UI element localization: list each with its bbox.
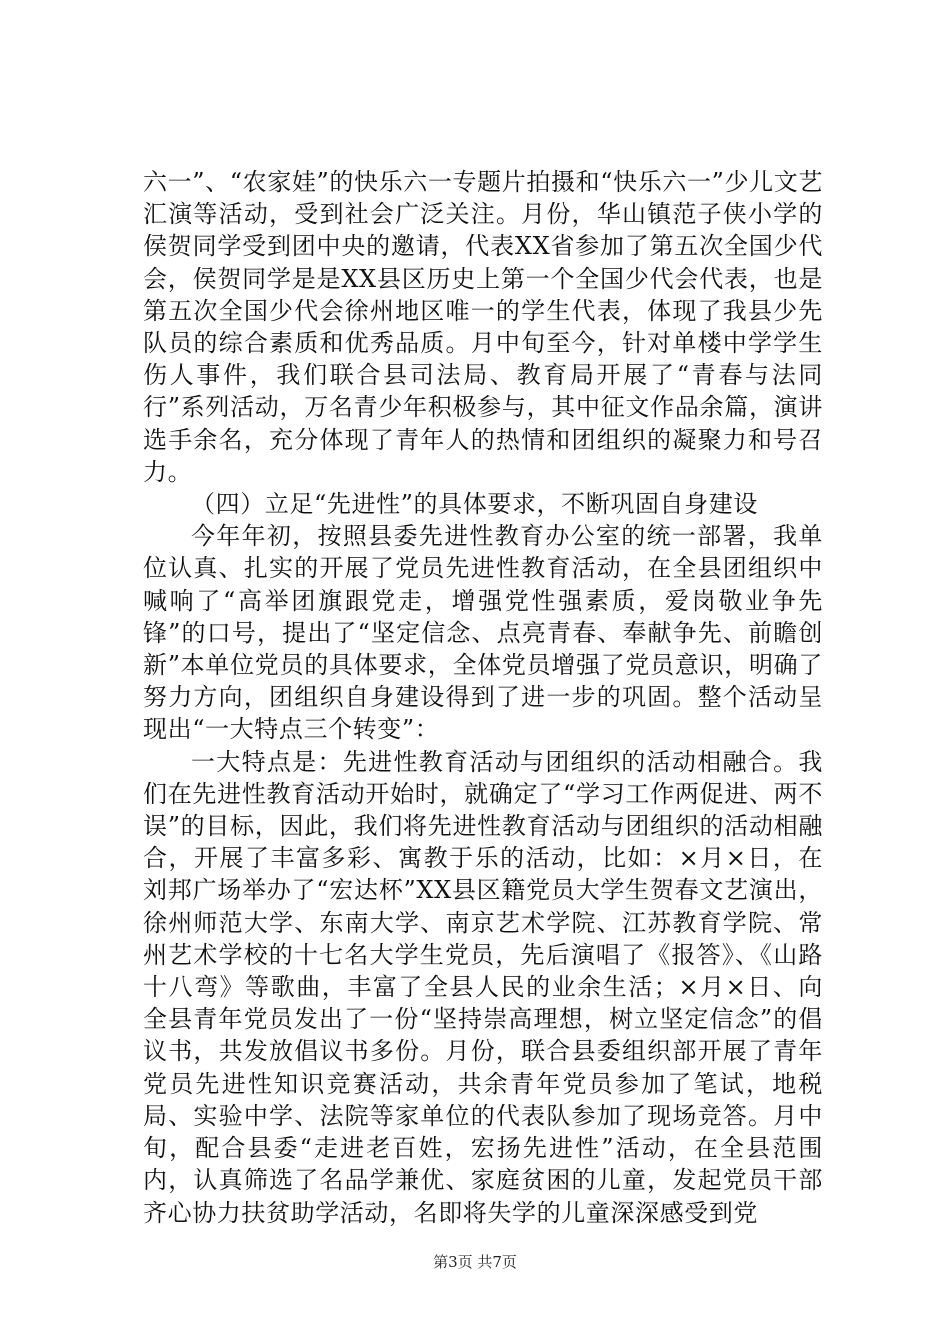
body-text xyxy=(143,166,823,1229)
page-footer: 第3页 共7页 xyxy=(433,1253,517,1271)
paragraph: 六一”、“农家娃”的快乐六一专题片拍摄和“快乐六一”少儿文艺汇演等活动，受到社会广泛关注。月份，华山镇范子侠小学的侯贺同学受到团中央的邀请，代表XX省参加了第五次全国少代会，侯贺同学是是XX县区历史上第一个全国少代会代表，也是第五次全国少代会徐州地区唯一的学生代表，体现了我县少先队员的综合素质和优秀品质。月中旬至今，针对单楼中学学生伤人事件，我们联合县司法局、教育局开展了“青春与法同行”系列活动，万名青少年积极参与，其中征文作品余篇，演讲选手余名，充分体现了青年人的热情和团组织的凝聚力和号召力。 xyxy=(143,168,823,486)
paragraph: 一大特点是：先进性教育活动与团组织的活动相融合。我们在先进性教育活动开始时，就确定了“学习工作两促进、两不误”的目标，因此，我们将先进性教育活动与团组织的活动相融合，开展了丰富多彩、寓教于乐的活动，比如：×月×日，在刘邦广场举办了“宏达杯”XX县区籍党员大学生贺春文艺演出，徐州师范大学、东南大学、南京艺术学院、江苏教育学院、常州艺术学校的十七名大学生党员，先后演唱了《报答》、《山路十八弯》等歌曲，丰富了全县人民的业余生活；×月×日、向全县青年党员发出了一份“坚持崇高理想，树立坚定信念”的倡议书，共发放倡议书多份。月份，联合县委组织部开展了青年党员先进性知识竞赛活动，共余青年党员参加了笔试，地税局、实验中学、法院等家单位的代表队参加了现场竞答。月中旬，配合县委“走进老百姓，宏扬先进性”活动，在全县范围内，认真筛选了名品学兼优、家庭贫困的儿童，发起党员干部齐心协力扶贫助学活动，名即将失学的儿童深深感受到党 xyxy=(143,747,823,1227)
paragraph: 今年年初，按照县委先进性教育办公室的统一部署，我单位认真、扎实的开展了党员先进性教育活动，在全县团组织中喊响了“高举团旗跟党走，增强党性强素质，爱岗敬业争先锋”的口号，提出了“坚定信念、点亮青春、奉献争先、前瞻创新”本单位党员的具体要求，全体党员增强了党员意识，明确了努力方向，团组织自身建设得到了进一步的巩固。整个活动呈现出“一大特点三个转变”： xyxy=(143,522,823,744)
section-heading: （四）立足“先进性”的具体要求，不断巩固自身建设 xyxy=(191,490,758,519)
